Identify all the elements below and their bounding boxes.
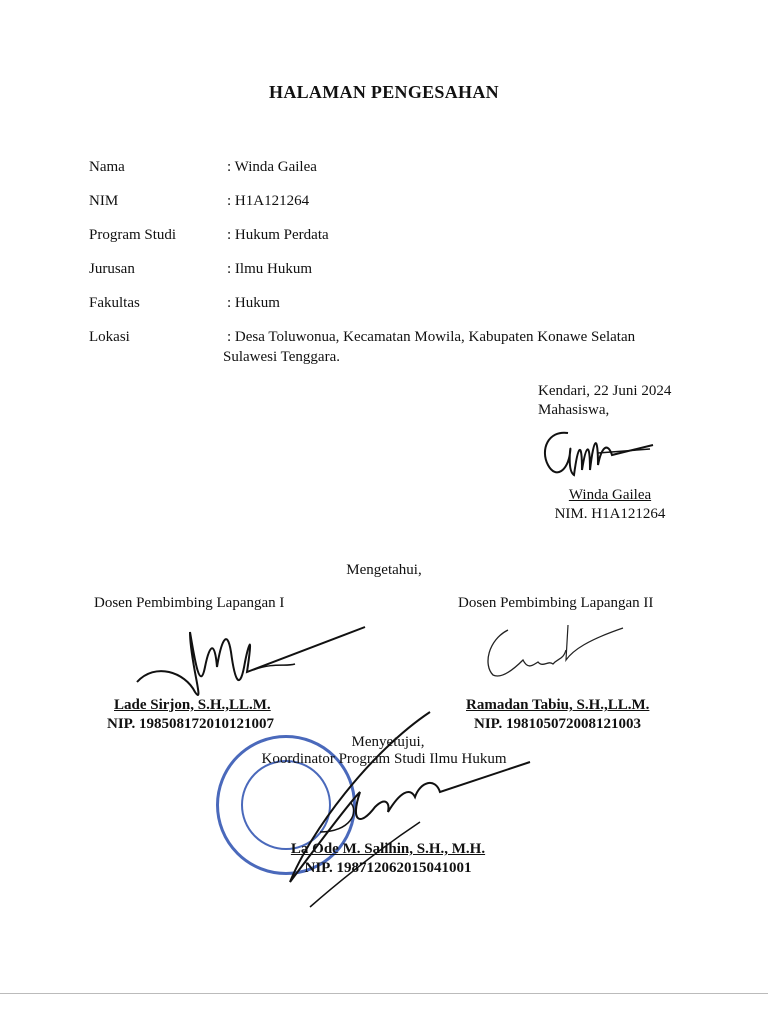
- field-value-line2: Sulawesi Tenggara.: [223, 349, 340, 365]
- coordinator-nip: NIP. 198712062015041001: [304, 860, 472, 876]
- supervisor2-signature: [478, 620, 628, 690]
- field-label: Lokasi: [89, 329, 130, 345]
- student-block: [538, 382, 671, 420]
- approved-label: Menyetujui,: [351, 734, 425, 750]
- coordinator-signature: [210, 712, 530, 912]
- field-label: Jurusan: [89, 261, 135, 277]
- field-label: Program Studi: [89, 227, 177, 243]
- field-value: : H1A121264: [227, 193, 310, 209]
- supervisor1-name: Lade Sirjon, S.H.,LL.M.: [114, 697, 271, 713]
- acknowledged-label: Mengetahui,: [346, 562, 422, 578]
- student-signature: [538, 425, 658, 490]
- field-label: NIM: [89, 193, 119, 209]
- field-value: [223, 327, 697, 367]
- approval-role: Koordinator Program Studi Ilmu Hukum: [261, 751, 507, 767]
- supervisor1-nip: NIP. 198508172010121007: [107, 716, 274, 732]
- student-role: Mahasiswa,: [538, 402, 610, 418]
- coordinator-name-block: [258, 840, 518, 878]
- page-title: HALAMAN PENGESAHAN: [269, 82, 499, 102]
- page-edge-divider: [0, 993, 768, 994]
- student-name: Winda Gailea: [568, 487, 652, 503]
- field-value-line1: : Desa Toluwonua, Kecamatan Mowila, Kabupaten Konawe Selatan: [227, 329, 636, 345]
- student-nim: NIM. H1A121264: [554, 506, 666, 522]
- field-label: Nama: [89, 159, 125, 175]
- supervisor2-role: Dosen Pembimbing Lapangan II: [458, 595, 654, 611]
- coordinator-name: La Ode M. Salihin, S.H., M.H.: [290, 841, 486, 857]
- supervisor2-name: Ramadan Tabiu, S.H.,LL.M.: [466, 697, 650, 713]
- place-date: Kendari, 22 Juni 2024: [538, 383, 672, 399]
- supervisor2-nip: NIP. 198105072008121003: [474, 716, 641, 732]
- field-label: Fakultas: [89, 295, 140, 311]
- field-value: : Hukum: [227, 295, 280, 311]
- student-name-block: [550, 486, 670, 524]
- field-value: : Hukum Perdata: [227, 227, 329, 243]
- field-value: : Ilmu Hukum: [227, 261, 312, 277]
- supervisor1-role: Dosen Pembimbing Lapangan I: [94, 595, 285, 611]
- field-value: : Winda Gailea: [227, 159, 317, 175]
